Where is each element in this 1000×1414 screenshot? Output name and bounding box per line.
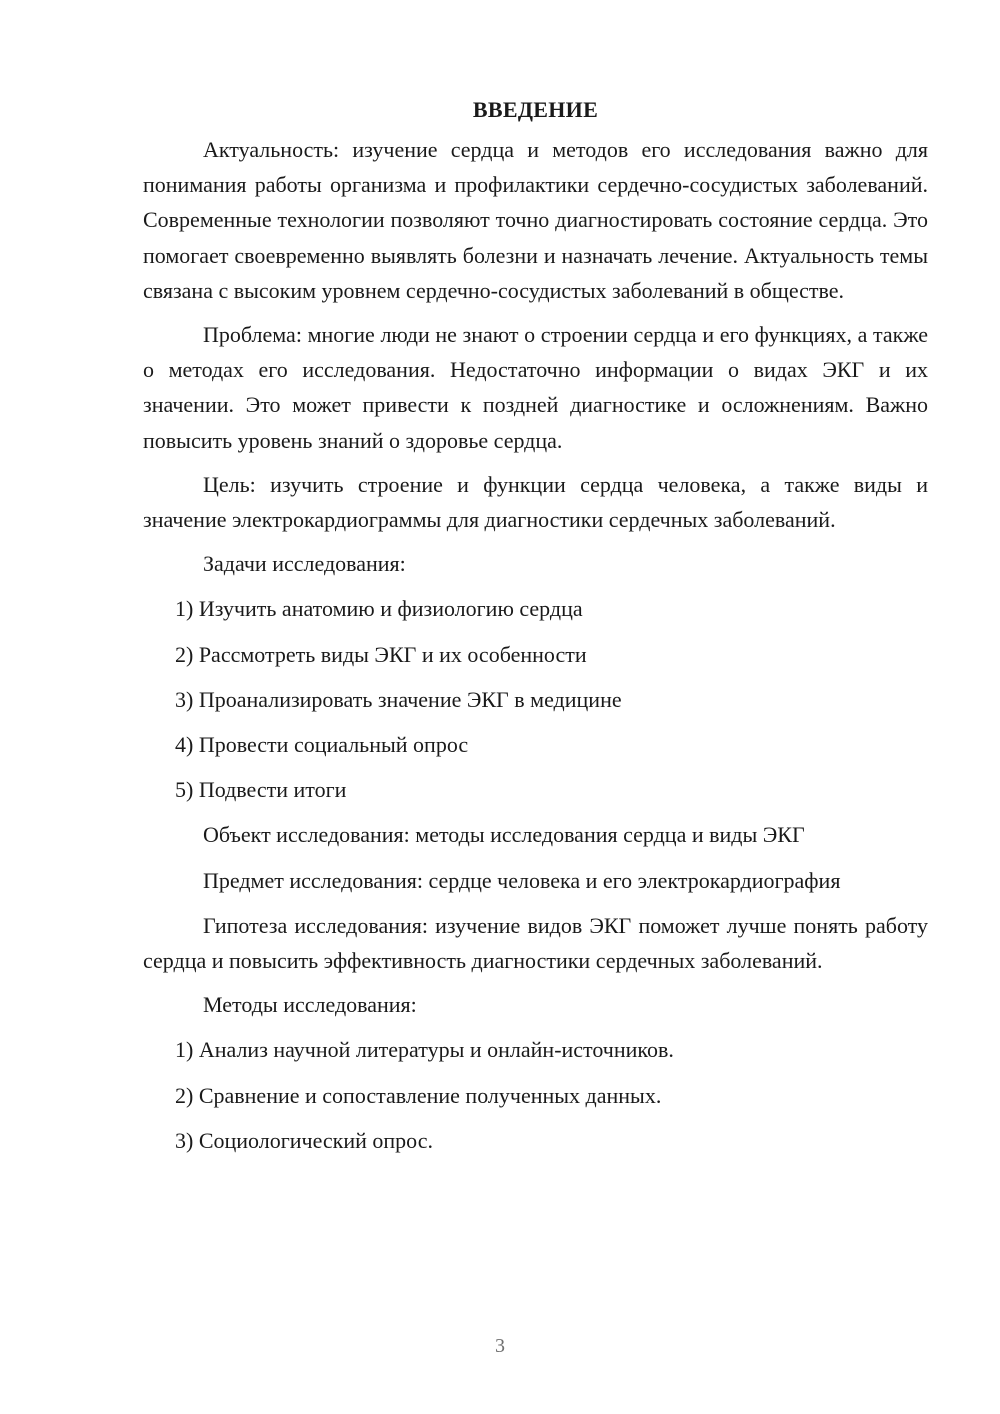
task-item: 5) Подвести итоги — [175, 777, 347, 803]
page-number: 3 — [495, 1335, 505, 1357]
method-item: 3) Социологический опрос. — [175, 1127, 433, 1153]
method-item: 1) Анализ научной литературы и онлайн-источников. — [175, 1037, 674, 1063]
task-item: 3) Проанализировать значение ЭКГ в медицине — [175, 686, 622, 712]
task-item: 4) Провести социальный опрос — [175, 732, 469, 758]
tasks-heading: Задачи исследования: — [203, 551, 406, 577]
goal-paragraph: Цель: изучить строение и функции сердца человека, а также виды и значение электрокардиограммы для диагностики сердечных заболеваний. — [143, 471, 928, 533]
research-object: Объект исследования: методы исследования сердца и виды ЭКГ — [203, 822, 805, 848]
relevance-paragraph: Актуальность: изучение сердца и методов его исследования важно для понимания работы организма и профилактики сердечно-сосудистых заболеваний. Современные технологии позволяют точно диагностировать состояние сердца. Это помогает своевременно выявлять болезни и назначать лечение. Актуальность темы связана с высоким уровнем сердечно-сосудистых заболеваний в обществе. — [143, 137, 928, 303]
document-page — [143, 88, 928, 1168]
method-item: 2) Сравнение и сопоставление полученных данных. — [175, 1082, 662, 1108]
task-item: 2) Рассмотреть виды ЭКГ и их особенности — [175, 641, 587, 667]
problem-paragraph: Проблема: многие люди не знают о строении сердца и его функциях, а также о методах его исследования. Недостаточно информации о видах ЭКГ и их значении. Это может привести к поздней диагностике и осложнениям. Важно повысить уровень знаний о здоровье сердца. — [143, 322, 928, 453]
methods-heading: Методы исследования: — [203, 992, 417, 1018]
task-item: 1) Изучить анатомию и физиологию сердца — [175, 596, 583, 622]
research-subject: Предмет исследования: сердце человека и его электрокардиография — [203, 867, 841, 893]
page-title: ВВЕДЕНИЕ — [472, 97, 599, 122]
hypothesis-paragraph: Гипотеза исследования: изучение видов ЭКГ поможет лучше понять работу сердца и повысить эффективность диагностики сердечных заболеваний. — [143, 912, 928, 974]
